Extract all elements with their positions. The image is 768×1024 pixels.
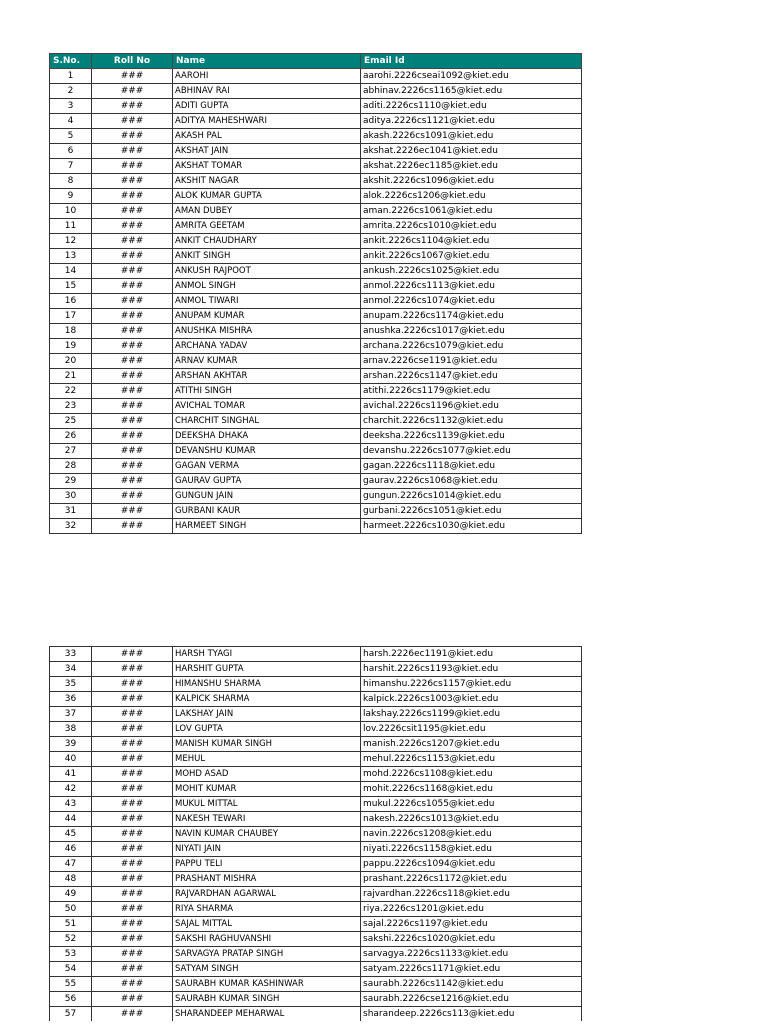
email-cell: gagan.2226cs1118@kiet.edu [361,459,582,474]
table-row [50,842,582,857]
roll-no-cell: ### [92,84,173,99]
roll-no-cell: ### [92,264,173,279]
email-cell: akshat.2226ec1041@kiet.edu [361,144,582,159]
email-cell: mukul.2226cs1055@kiet.edu [361,797,582,812]
email-cell: alok.2226cs1206@kiet.edu [361,189,582,204]
email-cell: sakshi.2226cs1020@kiet.edu [361,932,582,947]
email-cell: himanshu.2226cs1157@kiet.edu [361,677,582,692]
sno-cell: 54 [50,962,92,977]
name-cell: GAURAV GUPTA [173,474,361,489]
roll-no-cell: ### [92,474,173,489]
table-row [50,369,582,384]
name-cell: ABHINAV RAI [173,84,361,99]
name-cell: MUKUL MITTAL [173,797,361,812]
roll-no-cell: ### [92,1007,173,1022]
name-cell: AAROHI [173,69,361,84]
name-cell: SHARANDEEP MEHARWAL [173,1007,361,1022]
email-cell: sarvagya.2226cs1133@kiet.edu [361,947,582,962]
roll-no-cell: ### [92,234,173,249]
name-cell: ARSHAN AKHTAR [173,369,361,384]
table-row [50,1007,582,1022]
email-cell: gurbani.2226cs1051@kiet.edu [361,504,582,519]
name-cell: MEHUL [173,752,361,767]
roll-no-cell: ### [92,707,173,722]
email-cell: anushka.2226cs1017@kiet.edu [361,324,582,339]
table-row [50,902,582,917]
name-cell: AKSHAT TOMAR [173,159,361,174]
table-row [50,129,582,144]
sno-cell: 41 [50,767,92,782]
table-row [50,797,582,812]
email-cell: avichal.2226cs1196@kiet.edu [361,399,582,414]
table-body-page-2 [50,647,582,1022]
sno-cell: 37 [50,707,92,722]
table-row [50,144,582,159]
table-row [50,677,582,692]
sno-cell: 27 [50,444,92,459]
name-cell: SATYAM SINGH [173,962,361,977]
sno-cell: 38 [50,722,92,737]
roll-no-cell: ### [92,782,173,797]
sno-cell: 5 [50,129,92,144]
table-row [50,444,582,459]
roll-no-cell: ### [92,902,173,917]
email-cell: akshit.2226cs1096@kiet.edu [361,174,582,189]
email-cell: sajal.2226cs1197@kiet.edu [361,917,582,932]
roll-no-cell: ### [92,279,173,294]
email-cell: deeksha.2226cs1139@kiet.edu [361,429,582,444]
name-cell: ANKIT CHAUDHARY [173,234,361,249]
table-row [50,279,582,294]
sno-cell: 56 [50,992,92,1007]
table-row [50,399,582,414]
name-cell: AVICHAL TOMAR [173,399,361,414]
email-cell: devanshu.2226cs1077@kiet.edu [361,444,582,459]
table-row [50,692,582,707]
table-row [50,159,582,174]
sno-cell: 30 [50,489,92,504]
email-cell: rajvardhan.2226cs118@kiet.edu [361,887,582,902]
header-name: Name [173,54,361,69]
table-row [50,189,582,204]
table-row [50,782,582,797]
roll-no-cell: ### [92,249,173,264]
sno-cell: 9 [50,189,92,204]
table-row [50,947,582,962]
roll-no-cell: ### [92,399,173,414]
sno-cell: 49 [50,887,92,902]
email-cell: akshat.2226ec1185@kiet.edu [361,159,582,174]
table-row [50,647,582,662]
sno-cell: 10 [50,204,92,219]
sno-cell: 14 [50,264,92,279]
email-cell: nakesh.2226cs1013@kiet.edu [361,812,582,827]
table-row [50,827,582,842]
roll-no-cell: ### [92,917,173,932]
sno-cell: 22 [50,384,92,399]
roll-no-cell: ### [92,354,173,369]
email-cell: akash.2226cs1091@kiet.edu [361,129,582,144]
sno-cell: 40 [50,752,92,767]
roll-no-cell: ### [92,887,173,902]
roll-no-cell: ### [92,189,173,204]
roll-no-cell: ### [92,692,173,707]
roll-no-cell: ### [92,309,173,324]
roll-no-cell: ### [92,752,173,767]
name-cell: MOHD ASAD [173,767,361,782]
name-cell: NAKESH TEWARI [173,812,361,827]
roll-no-cell: ### [92,489,173,504]
table-row [50,339,582,354]
table-row [50,219,582,234]
roll-no-cell: ### [92,677,173,692]
sno-cell: 55 [50,977,92,992]
name-cell: SAKSHI RAGHUVANSHI [173,932,361,947]
email-cell: lakshay.2226cs1199@kiet.edu [361,707,582,722]
name-cell: RAJVARDHAN AGARWAL [173,887,361,902]
name-cell: DEVANSHU KUMAR [173,444,361,459]
roll-no-cell: ### [92,429,173,444]
roll-no-cell: ### [92,872,173,887]
roll-no-cell: ### [92,842,173,857]
sno-cell: 47 [50,857,92,872]
email-cell: pappu.2226cs1094@kiet.edu [361,857,582,872]
email-cell: ankit.2226cs1104@kiet.edu [361,234,582,249]
table-row [50,324,582,339]
table-row [50,489,582,504]
email-cell: navin.2226cs1208@kiet.edu [361,827,582,842]
roll-no-cell: ### [92,369,173,384]
table-row [50,234,582,249]
name-cell: LOV GUPTA [173,722,361,737]
table-row [50,872,582,887]
name-cell: ANMOL SINGH [173,279,361,294]
roll-no-cell: ### [92,99,173,114]
sno-cell: 15 [50,279,92,294]
sno-cell: 39 [50,737,92,752]
email-cell: archana.2226cs1079@kiet.edu [361,339,582,354]
name-cell: SAJAL MITTAL [173,917,361,932]
email-cell: aditi.2226cs1110@kiet.edu [361,99,582,114]
sno-cell: 7 [50,159,92,174]
roll-no-cell: ### [92,159,173,174]
sno-cell: 21 [50,369,92,384]
roll-no-cell: ### [92,204,173,219]
table-row [50,99,582,114]
name-cell: CHARCHIT SINGHAL [173,414,361,429]
sno-cell: 31 [50,504,92,519]
email-cell: aman.2226cs1061@kiet.edu [361,204,582,219]
email-cell: satyam.2226cs1171@kiet.edu [361,962,582,977]
sno-cell: 25 [50,414,92,429]
table-header [50,54,582,69]
name-cell: HARMEET SINGH [173,519,361,534]
email-cell: ankush.2226cs1025@kiet.edu [361,264,582,279]
email-cell: mohit.2226cs1168@kiet.edu [361,782,582,797]
sno-cell: 35 [50,677,92,692]
student-table-page-1 [49,53,582,534]
table-row [50,737,582,752]
name-cell: NIYATI JAIN [173,842,361,857]
sno-cell: 29 [50,474,92,489]
table-row [50,917,582,932]
roll-no-cell: ### [92,519,173,534]
roll-no-cell: ### [92,339,173,354]
roll-no-cell: ### [92,114,173,129]
roll-no-cell: ### [92,647,173,662]
roll-no-cell: ### [92,144,173,159]
name-cell: ANKIT SINGH [173,249,361,264]
name-cell: AKASH PAL [173,129,361,144]
header-row [50,54,582,69]
name-cell: AKSHAT JAIN [173,144,361,159]
roll-no-cell: ### [92,324,173,339]
roll-no-cell: ### [92,932,173,947]
sno-cell: 28 [50,459,92,474]
name-cell: ANKUSH RAJPOOT [173,264,361,279]
roll-no-cell: ### [92,384,173,399]
name-cell: MOHIT KUMAR [173,782,361,797]
sno-cell: 12 [50,234,92,249]
email-cell: aarohi.2226cseai1092@kiet.edu [361,69,582,84]
sno-cell: 33 [50,647,92,662]
email-cell: saurabh.2226cs1142@kiet.edu [361,977,582,992]
table-row [50,812,582,827]
roll-no-cell: ### [92,504,173,519]
name-cell: HARSHIT GUPTA [173,662,361,677]
roll-no-cell: ### [92,294,173,309]
email-cell: ankit.2226cs1067@kiet.edu [361,249,582,264]
sno-cell: 2 [50,84,92,99]
sno-cell: 8 [50,174,92,189]
name-cell: SARVAGYA PRATAP SINGH [173,947,361,962]
name-cell: RIYA SHARMA [173,902,361,917]
email-cell: harmeet.2226cs1030@kiet.edu [361,519,582,534]
roll-no-cell: ### [92,947,173,962]
sno-cell: 18 [50,324,92,339]
email-cell: lov.2226csit1195@kiet.edu [361,722,582,737]
name-cell: ALOK KUMAR GUPTA [173,189,361,204]
student-table-page-2 [49,646,582,1021]
name-cell: AKSHIT NAGAR [173,174,361,189]
name-cell: PRASHANT MISHRA [173,872,361,887]
roll-no-cell: ### [92,662,173,677]
name-cell: AMRITA GEETAM [173,219,361,234]
sno-cell: 6 [50,144,92,159]
table-row [50,309,582,324]
roll-no-cell: ### [92,414,173,429]
email-cell: arnav.2226cse1191@kiet.edu [361,354,582,369]
name-cell: SAURABH KUMAR SINGH [173,992,361,1007]
name-cell: ARNAV KUMAR [173,354,361,369]
roll-no-cell: ### [92,129,173,144]
roll-no-cell: ### [92,459,173,474]
table-body-page-1 [50,69,582,534]
name-cell: PAPPU TELI [173,857,361,872]
name-cell: ANUSHKA MISHRA [173,324,361,339]
sno-cell: 45 [50,827,92,842]
sno-cell: 57 [50,1007,92,1022]
name-cell: KALPICK SHARMA [173,692,361,707]
name-cell: NAVIN KUMAR CHAUBEY [173,827,361,842]
email-cell: riya.2226cs1201@kiet.edu [361,902,582,917]
name-cell: SAURABH KUMAR KASHINWAR [173,977,361,992]
table-row [50,174,582,189]
header-email: Email Id [361,54,582,69]
table-row [50,707,582,722]
table-row [50,204,582,219]
sno-cell: 19 [50,339,92,354]
table-row [50,414,582,429]
sno-cell: 11 [50,219,92,234]
email-cell: abhinav.2226cs1165@kiet.edu [361,84,582,99]
sno-cell: 42 [50,782,92,797]
roll-no-cell: ### [92,767,173,782]
sno-cell: 53 [50,947,92,962]
email-cell: aditya.2226cs1121@kiet.edu [361,114,582,129]
table-row [50,662,582,677]
email-cell: gungun.2226cs1014@kiet.edu [361,489,582,504]
table-row [50,767,582,782]
table-row [50,752,582,767]
table-row [50,977,582,992]
name-cell: ARCHANA YADAV [173,339,361,354]
roll-no-cell: ### [92,977,173,992]
table-row [50,962,582,977]
header-roll-no: Roll No [92,54,173,69]
roll-no-cell: ### [92,992,173,1007]
table-row [50,429,582,444]
sno-cell: 48 [50,872,92,887]
email-cell: niyati.2226cs1158@kiet.edu [361,842,582,857]
sno-cell: 46 [50,842,92,857]
name-cell: MANISH KUMAR SINGH [173,737,361,752]
email-cell: atithi.2226cs1179@kiet.edu [361,384,582,399]
name-cell: ATITHI SINGH [173,384,361,399]
sno-cell: 20 [50,354,92,369]
sno-cell: 17 [50,309,92,324]
email-cell: arshan.2226cs1147@kiet.edu [361,369,582,384]
sno-cell: 13 [50,249,92,264]
email-cell: mohd.2226cs1108@kiet.edu [361,767,582,782]
name-cell: GAGAN VERMA [173,459,361,474]
roll-no-cell: ### [92,722,173,737]
email-cell: manish.2226cs1207@kiet.edu [361,737,582,752]
sno-cell: 51 [50,917,92,932]
table-row [50,354,582,369]
sno-cell: 44 [50,812,92,827]
table-row [50,84,582,99]
email-cell: mehul.2226cs1153@kiet.edu [361,752,582,767]
email-cell: prashant.2226cs1172@kiet.edu [361,872,582,887]
table-row [50,264,582,279]
name-cell: ADITYA MAHESHWARI [173,114,361,129]
name-cell: DEEKSHA DHAKA [173,429,361,444]
sno-cell: 26 [50,429,92,444]
name-cell: ADITI GUPTA [173,99,361,114]
email-cell: gaurav.2226cs1068@kiet.edu [361,474,582,489]
name-cell: ANMOL TIWARI [173,294,361,309]
email-cell: anmol.2226cs1074@kiet.edu [361,294,582,309]
name-cell: ANUPAM KUMAR [173,309,361,324]
table-row [50,992,582,1007]
email-cell: amrita.2226cs1010@kiet.edu [361,219,582,234]
sno-cell: 50 [50,902,92,917]
table-row [50,887,582,902]
name-cell: HARSH TYAGI [173,647,361,662]
table-row [50,932,582,947]
email-cell: anupam.2226cs1174@kiet.edu [361,309,582,324]
header-sno: S.No. [50,54,92,69]
roll-no-cell: ### [92,737,173,752]
name-cell: HIMANSHU SHARMA [173,677,361,692]
table-row [50,474,582,489]
roll-no-cell: ### [92,812,173,827]
roll-no-cell: ### [92,857,173,872]
name-cell: LAKSHAY JAIN [173,707,361,722]
table-row [50,519,582,534]
email-cell: saurabh.2226cse1216@kiet.edu [361,992,582,1007]
email-cell: charchit.2226cs1132@kiet.edu [361,414,582,429]
roll-no-cell: ### [92,797,173,812]
roll-no-cell: ### [92,174,173,189]
name-cell: GURBANI KAUR [173,504,361,519]
roll-no-cell: ### [92,219,173,234]
table-row [50,69,582,84]
roll-no-cell: ### [92,962,173,977]
sno-cell: 32 [50,519,92,534]
sno-cell: 16 [50,294,92,309]
roll-no-cell: ### [92,444,173,459]
roll-no-cell: ### [92,827,173,842]
sno-cell: 34 [50,662,92,677]
name-cell: GUNGUN JAIN [173,489,361,504]
email-cell: harshit.2226cs1193@kiet.edu [361,662,582,677]
sno-cell: 23 [50,399,92,414]
sno-cell: 3 [50,99,92,114]
email-cell: kalpick.2226cs1003@kiet.edu [361,692,582,707]
email-cell: sharandeep.2226cs113@kiet.edu [361,1007,582,1022]
table-row [50,114,582,129]
table-row [50,249,582,264]
name-cell: AMAN DUBEY [173,204,361,219]
sno-cell: 1 [50,69,92,84]
table-row [50,504,582,519]
roll-no-cell: ### [92,69,173,84]
table-row [50,722,582,737]
sno-cell: 4 [50,114,92,129]
sno-cell: 52 [50,932,92,947]
table-row [50,857,582,872]
sno-cell: 36 [50,692,92,707]
table-row [50,384,582,399]
table-row [50,459,582,474]
email-cell: anmol.2226cs1113@kiet.edu [361,279,582,294]
email-cell: harsh.2226ec1191@kiet.edu [361,647,582,662]
sno-cell: 43 [50,797,92,812]
table-row [50,294,582,309]
